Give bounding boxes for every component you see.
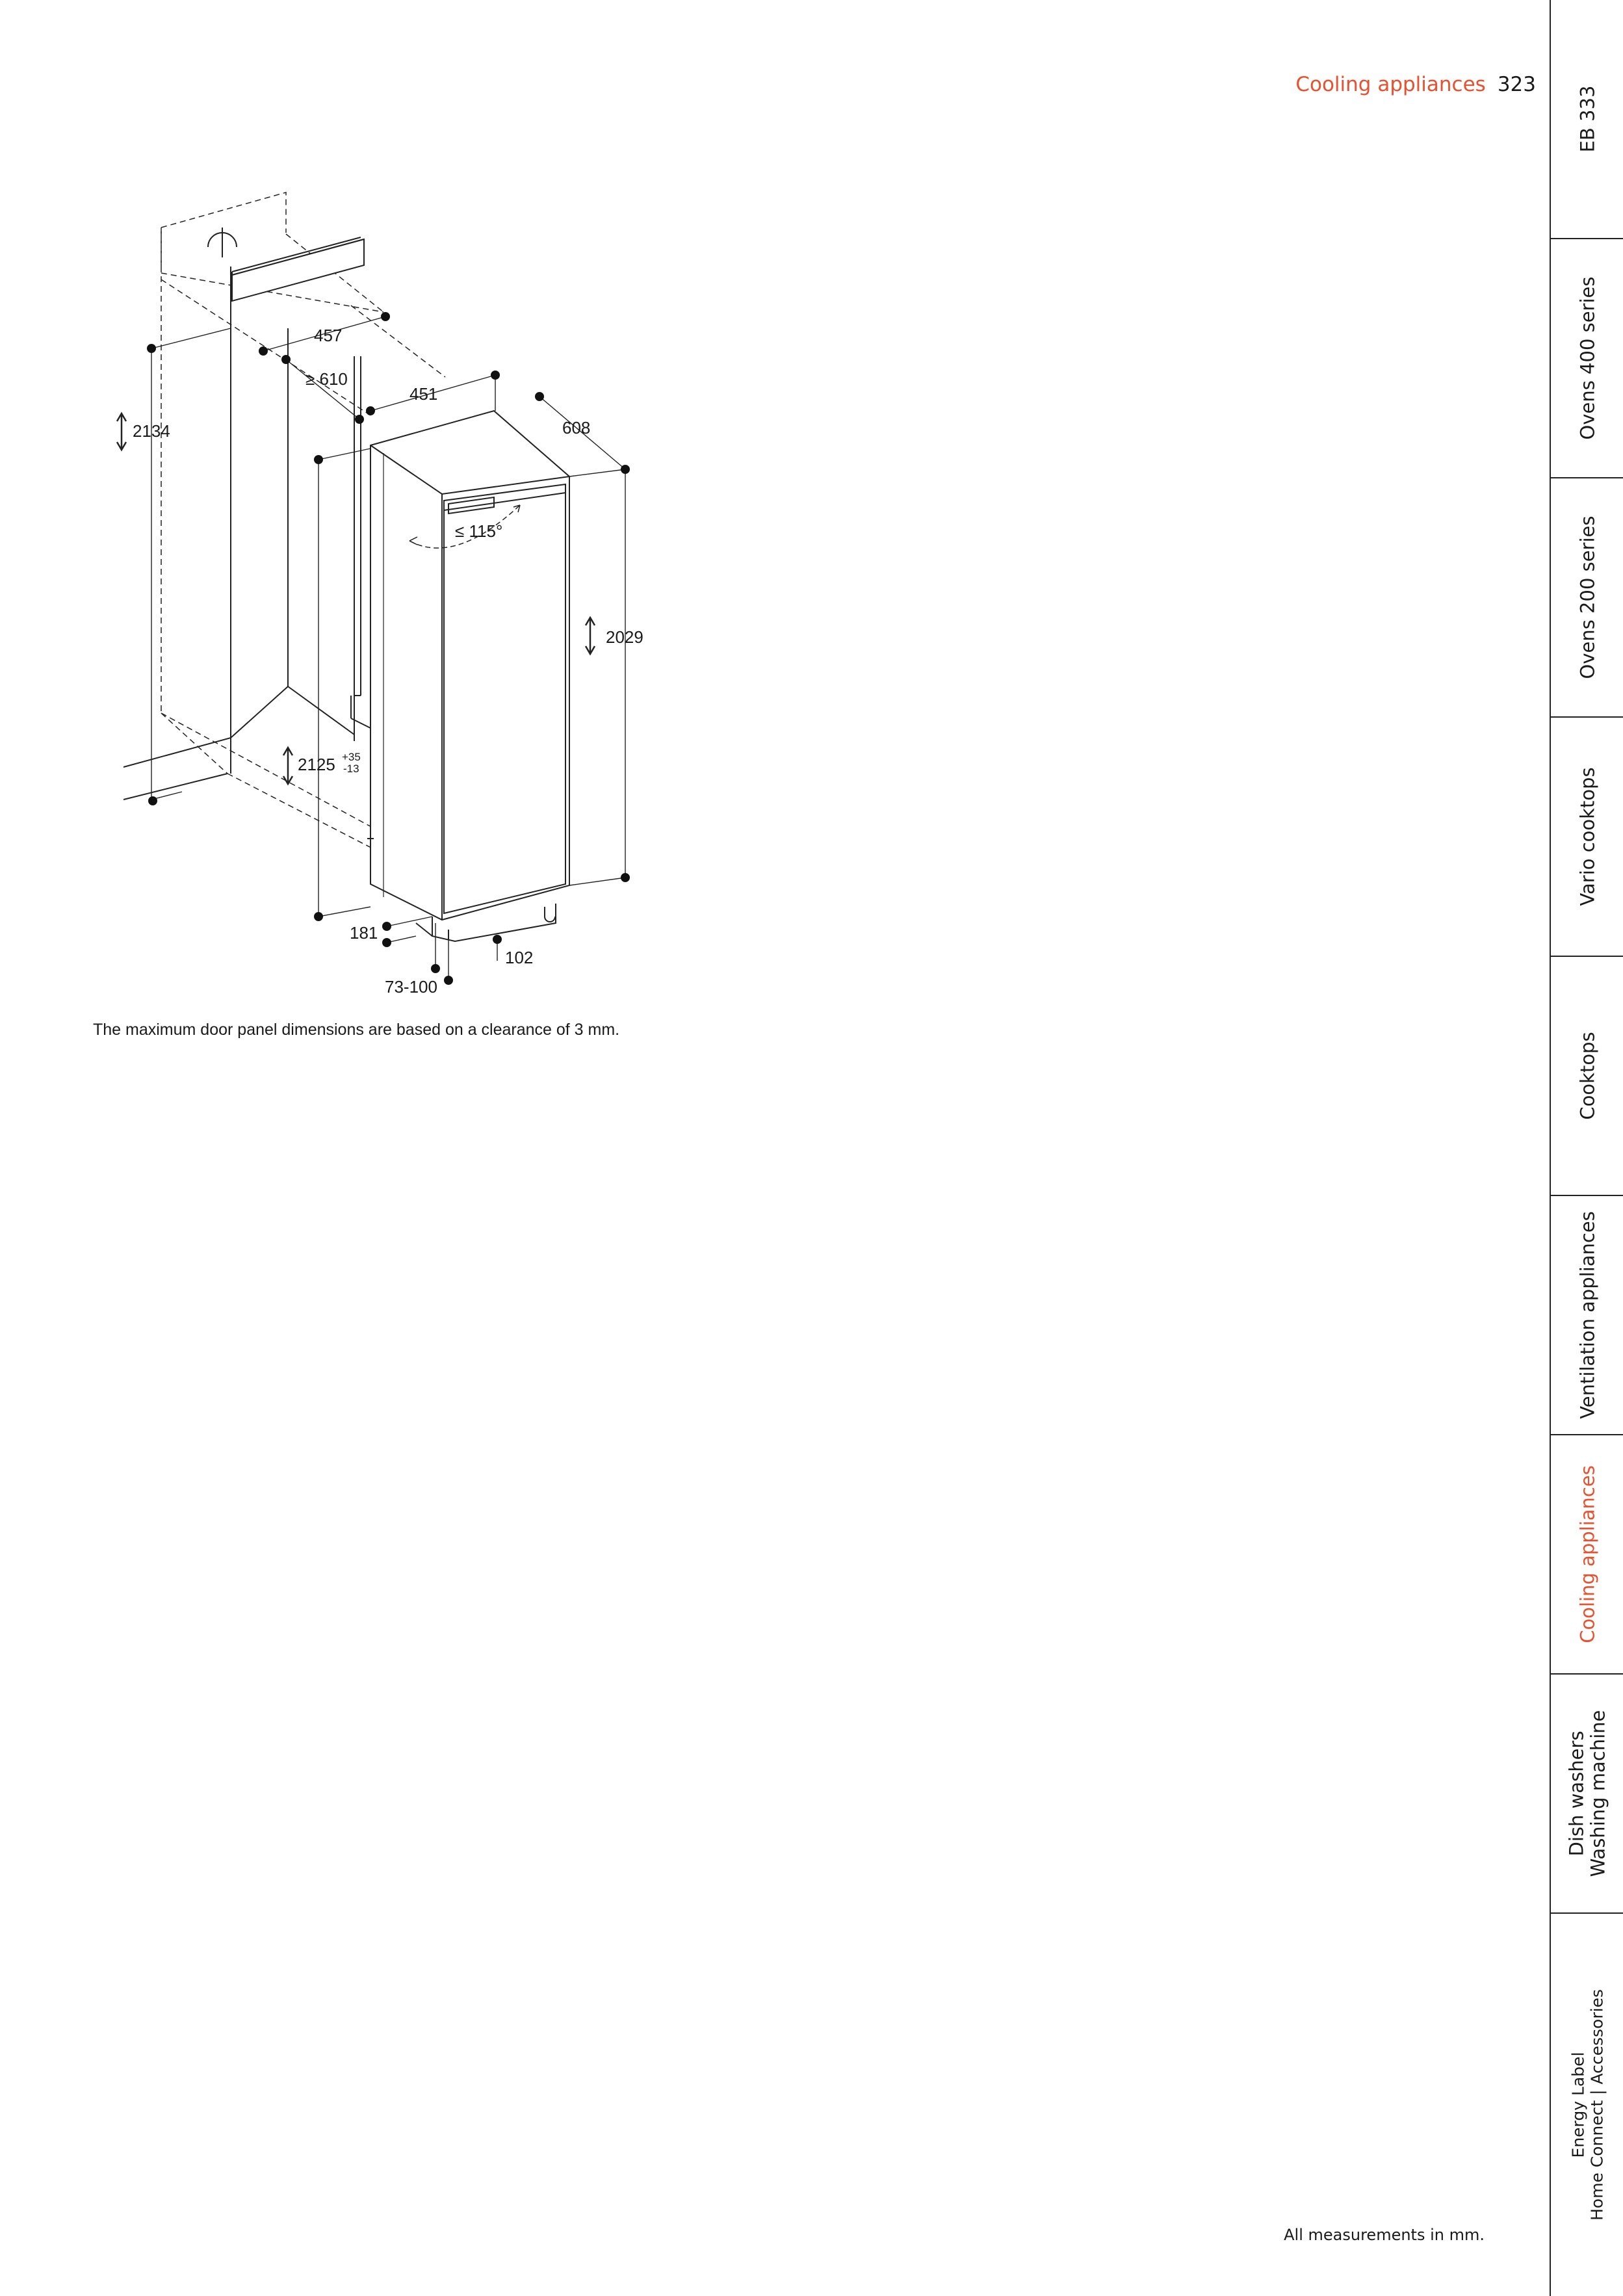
measurements-note: All measurements in mm. — [1284, 2226, 1485, 2244]
tab-label-line2: Washing machine — [1587, 1710, 1609, 1877]
dim-niche-depth: 457 — [314, 326, 343, 345]
dim-appliance-width: 451 — [409, 384, 438, 404]
tab-cooktops[interactable] — [1551, 957, 1623, 1196]
tab-cooling-appliances[interactable] — [1551, 1435, 1623, 1675]
installation-diagram — [0, 0, 715, 1014]
hinge-icon — [208, 228, 237, 257]
tab-eb333[interactable] — [1551, 0, 1623, 239]
section-title: Cooling appliances — [1295, 73, 1486, 96]
tab-energy-label-home-connect[interactable] — [1551, 1914, 1623, 2296]
dim-niche-height: 2134 — [133, 421, 170, 441]
tab-dish-washers-washing-machine[interactable] — [1551, 1675, 1623, 1914]
dim-panel-tolerance-minus: -13 — [343, 763, 359, 775]
door-panel — [444, 484, 565, 913]
tab-label: Ventilation appliances — [1576, 1211, 1598, 1419]
tab-label: Ovens 400 series — [1576, 276, 1598, 440]
tab-label-line1: Dish washers — [1565, 1730, 1588, 1857]
tab-ventilation-appliances[interactable] — [1551, 1196, 1623, 1435]
dim-door-opening: ≤ 115° — [455, 521, 503, 541]
tab-label: Cooling appliances — [1576, 1465, 1598, 1643]
top-panel — [232, 237, 364, 301]
chapter-sidebar — [1550, 0, 1623, 2296]
tab-label-line1: Energy Label — [1568, 2052, 1587, 2158]
page-header — [1295, 73, 1536, 96]
tab-label: Ovens 200 series — [1576, 515, 1598, 679]
tab-label — [1569, 1989, 1607, 2221]
dim-plinth-range: 73-100 — [385, 977, 437, 997]
tab-label: Cooktops — [1576, 1032, 1598, 1120]
dim-min-clearance: ≥ 610 — [305, 369, 348, 389]
dim-plinth-height: 102 — [505, 948, 534, 967]
tab-label — [1566, 1710, 1609, 1877]
page-number: 323 — [1497, 73, 1536, 96]
dim-panel-tolerance-plus: +35 — [342, 751, 361, 763]
tab-vario-cooktops[interactable] — [1551, 718, 1623, 957]
dim-appliance-height: 2029 — [606, 627, 643, 647]
dim-panel-height: 2125 — [298, 755, 335, 774]
tab-label: EB 333 — [1576, 85, 1598, 153]
dim-appliance-depth: 608 — [562, 418, 591, 437]
tab-ovens-200-series[interactable] — [1551, 478, 1623, 718]
dim-plinth-depth: 181 — [350, 923, 378, 943]
tab-label-line2: Home Connect | Accessories — [1587, 1989, 1606, 2221]
panel-note: The maximum door panel dimensions are based on a clearance of 3 mm. — [93, 1021, 620, 1039]
tab-ovens-400-series[interactable] — [1551, 239, 1623, 478]
tab-label: Vario cooktops — [1576, 767, 1598, 906]
